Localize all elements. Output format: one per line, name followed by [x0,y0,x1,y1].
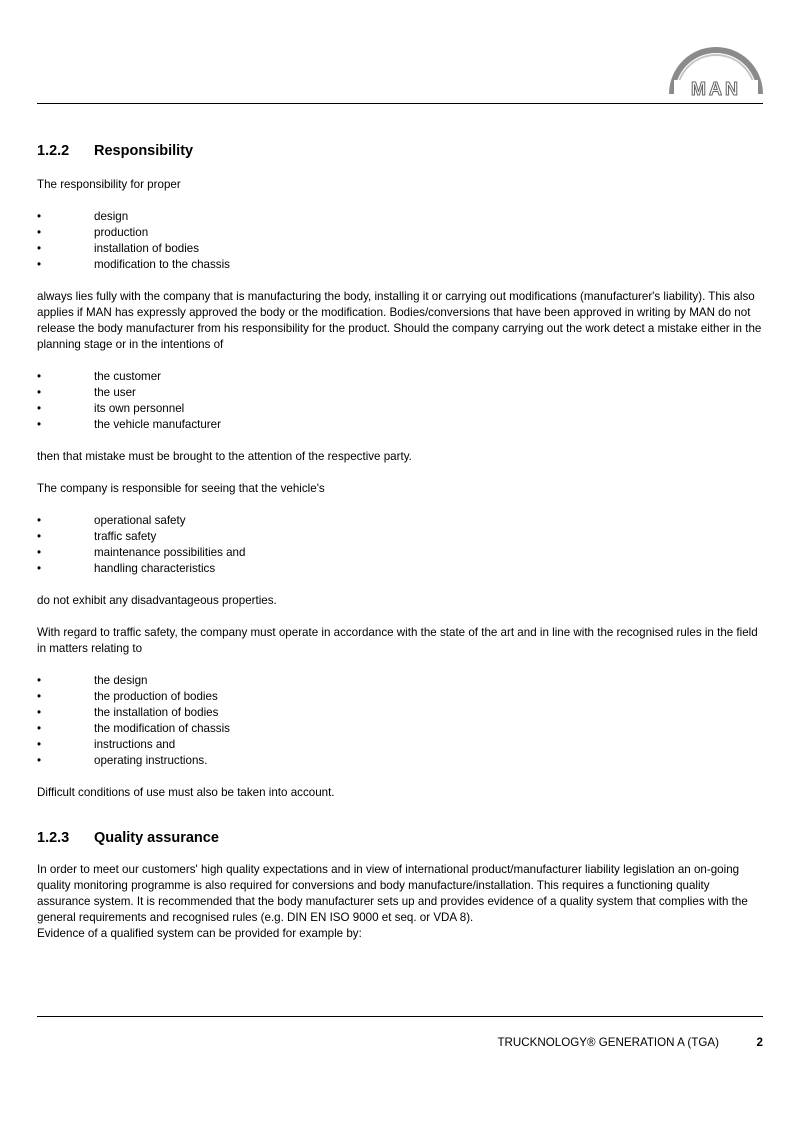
paragraph: With regard to traffic safety, the company must operate in accordance with the state of the art and in line with the recognised rules in the field in matters relating to [37,626,758,655]
list-item: • production [37,225,763,241]
paragraph: do not exhibit any disadvantageous properties. [37,594,277,607]
section-number: 1.2.3 [37,830,70,846]
section-title: Responsibility [94,143,194,159]
paragraph: Difficult conditions of use must also be taken into account. [37,786,335,799]
list-item: • its own personnel [37,401,763,417]
paragraph: always lies fully with the company that is manufacturing the body, installing it or carrying out modifications (manufacturer's liability). This also applies if MAN has expressly approved the body or the modification. Bodies/conversions that have been approved in writing by MAN do not release the body manufacturer from his responsibility for the product. Should the company carrying out the work detect a mistake either in the planning stage or in the intentions of [37,290,762,351]
list-item: • the modification of chassis [37,721,763,737]
section-heading-quality-assurance [37,828,763,848]
list-item: • modification to the chassis [37,257,763,273]
paragraph: The responsibility for proper [37,178,181,191]
list-item: • the customer [37,369,763,385]
list-item: • handling characteristics [37,561,763,577]
list-item: • design [37,209,763,225]
header-rule [37,103,763,104]
page-content [37,141,763,958]
footer-rule [37,1016,763,1017]
man-logo [668,44,764,100]
list-item: • the user [37,385,763,401]
list-item: • maintenance possibilities and [37,545,763,561]
list-item: • operational safety [37,513,763,529]
list-item: • the installation of bodies [37,705,763,721]
list-item: • operating instructions. [37,753,763,769]
list-item: • the production of bodies [37,689,763,705]
bullet-list [37,369,763,433]
bullet-list [37,209,763,273]
list-item: • traffic safety [37,529,763,545]
section-heading-responsibility [37,141,763,161]
list-item: • the design [37,673,763,689]
section-number: 1.2.2 [37,143,70,159]
paragraph: then that mistake must be brought to the attention of the respective party. [37,450,412,463]
paragraph: The company is responsible for seeing that the vehicle's [37,482,325,495]
svg-text:MAN: MAN [691,79,741,99]
list-item: • the vehicle manufacturer [37,417,763,433]
bullet-list [37,513,763,577]
paragraph: In order to meet our customers' high quality expectations and in view of international product/manufacturer liability legislation an on-going quality monitoring programme is also required for conversions and body manufacture/installation. This requires a functioning quality assurance system. It is recommended that the body manufacturer sets up and provides evidence of a quality system that complies with the general requirements and recognised rules (e.g. DIN EN ISO 9000 et seq. or VDA 8). [37,863,748,924]
paragraph: Evidence of a qualified system can be provided for example by: [37,927,362,940]
list-item: • instructions and [37,737,763,753]
page-number: 2 [756,1036,763,1049]
page-footer [37,1036,763,1052]
list-item: • installation of bodies [37,241,763,257]
section-title: Quality assurance [94,830,219,846]
bullet-list [37,673,763,769]
footer-title: TRUCKNOLOGY® GENERATION A (TGA) [497,1036,719,1049]
